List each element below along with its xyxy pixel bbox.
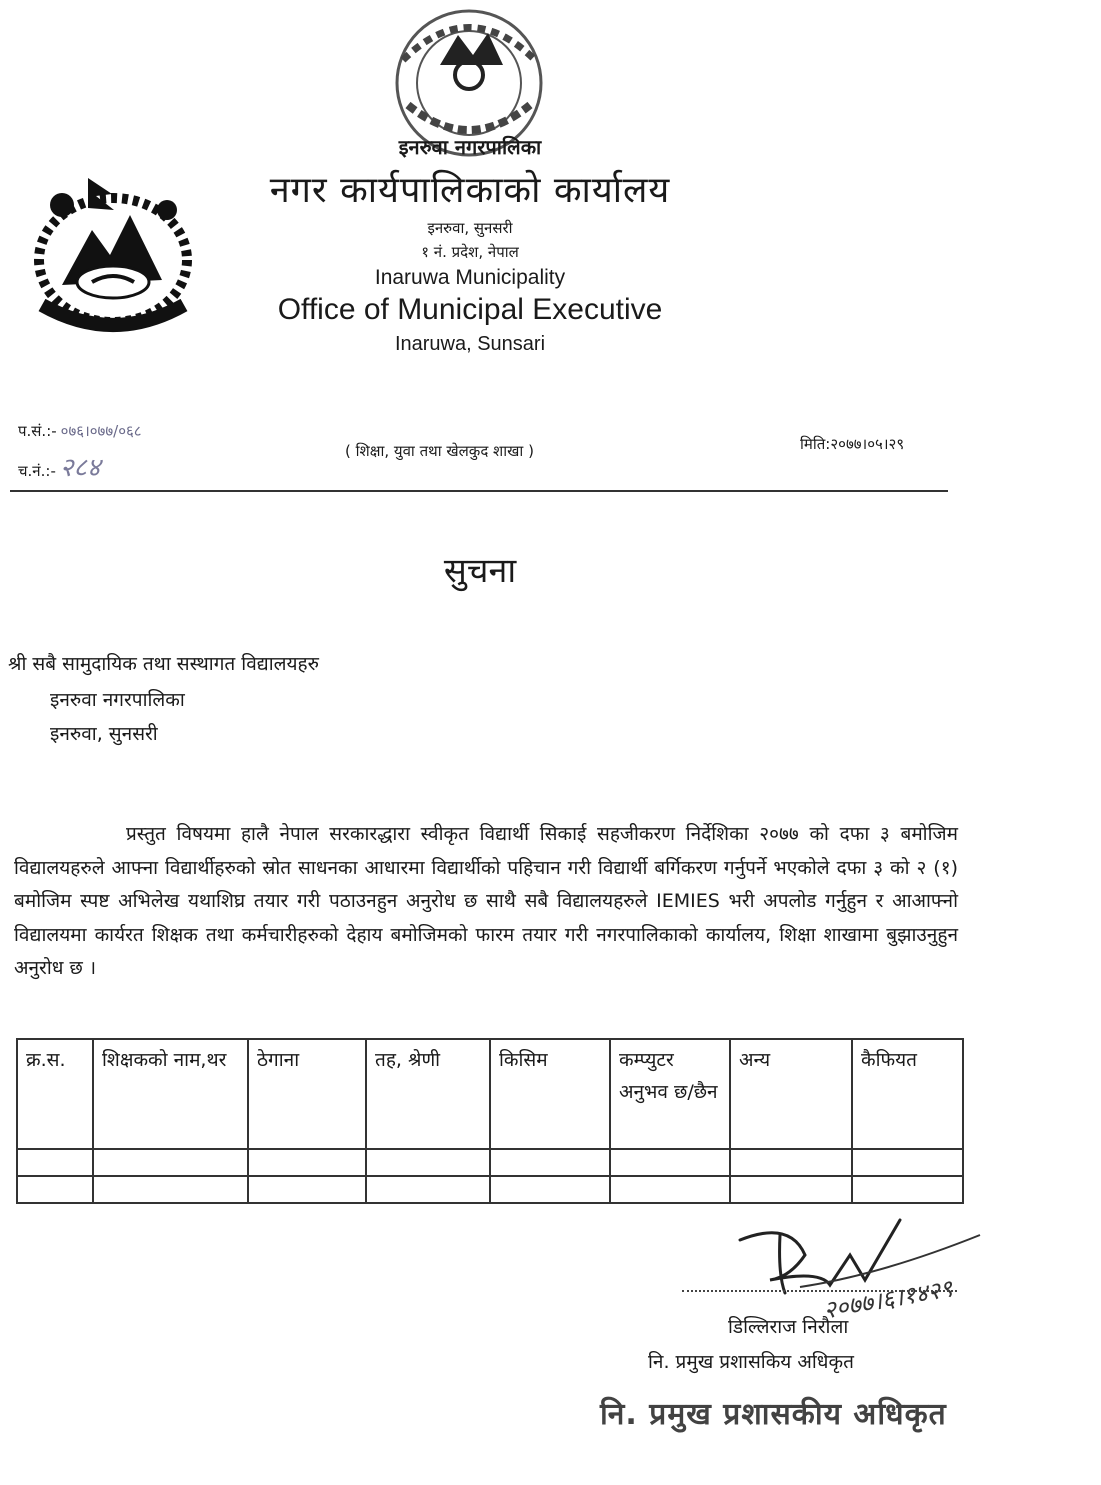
col-teacher-name: शिक्षकको नाम,थर [93, 1039, 248, 1149]
municipality-name-np: इनरुवा नगरपालिका [398, 135, 542, 159]
addressee-line-2: इनरुवा नगरपालिका [50, 689, 185, 711]
official-stamp-text: नि. प्रमुख प्रशासकीय अधिकृत [600, 1397, 947, 1432]
col-level-grade: तह, श्रेणी [366, 1039, 490, 1149]
col-computer-experience: कम्प्युटर अनुभव छ/छैन [610, 1039, 730, 1149]
branch-name: ( शिक्षा, युवा तथा खेलकुद शाखा ) [345, 442, 534, 460]
table-cell [248, 1149, 366, 1176]
table-header-row [17, 1039, 963, 1149]
col-type: किसिम [490, 1039, 610, 1149]
ps-label: प.सं.:- [18, 422, 57, 440]
table-cell [248, 1176, 366, 1203]
municipality-name-en: Inaruwa Municipality [374, 266, 566, 289]
handwritten-date: २०७७।६।१४२९ [821, 1274, 955, 1325]
table-cell [93, 1176, 248, 1203]
table-cell [93, 1149, 248, 1176]
teacher-form-table [16, 1038, 964, 1204]
ps-reference [18, 421, 142, 441]
col-address: ठेगाना [248, 1039, 366, 1149]
header-divider [10, 490, 948, 492]
office-name-np: नगर कार्यपालिकाको कार्यालय [269, 170, 671, 211]
table-row [17, 1149, 963, 1176]
signatory-name: डिल्लिराज निरौला [728, 1316, 849, 1338]
table-cell [852, 1149, 963, 1176]
address-np-line-2: १ नं. प्रदेश, नेपाल [421, 243, 519, 261]
ps-value: ०७६।०७७/०६८ [60, 422, 142, 440]
address-np-line-1: इनरुवा, सुनसरी [427, 219, 513, 237]
table-cell [730, 1176, 852, 1203]
table-cell [366, 1149, 490, 1176]
col-remarks: कैफियत [852, 1039, 963, 1149]
table-cell [730, 1149, 852, 1176]
cn-reference [18, 448, 100, 484]
office-name-en: Office of Municipal Executive [277, 293, 663, 326]
address-en: Inaruwa, Sunsari [394, 333, 546, 355]
col-other: अन्य [730, 1039, 852, 1149]
letter-date: मिति:२०७७।०५।२९ [800, 435, 905, 453]
addressee-line-1: श्री सबै सामुदायिक तथा सस्थागत विद्यालयहरु [8, 653, 319, 675]
table-cell [490, 1176, 610, 1203]
table-cell [366, 1176, 490, 1203]
table-cell [17, 1149, 93, 1176]
table-cell [852, 1176, 963, 1203]
notice-body: प्रस्तुत विषयमा हालै नेपाल सरकारद्धारा स्वीकृत विद्यार्थी सिकाई सहजीकरण निर्देशिका २०७७ को दफा ३ बमोजिम विद्यालयहरुले आफ्ना विद्यार्थीहरुको स्रोत साधनका आधारमा विद्यार्थीको पहिचान गरी विद्यार्थी बर्गिकरण गर्नुपर्ने भएकोले दफा ३ को २ (१) बमोजिम स्पष्ट अभिलेख यथाशिघ्र तयार गरी पठाउनहुन अनुरोध छ साथै सबै विद्यालयहरुले IEMIES भरी अपलोड गर्नुहुन र आआफ्नो विद्यालयमा कार्यरत शिक्षक तथा कर्मचारीहरुको देहाय बमोजिमको फारम तयार गरी नगरपालिकाको कार्यालय, शिक्षा शाखामा बुझाउनुहुन अनुरोध छ । [14, 823, 958, 979]
addressee-line-3: इनरुवा, सुनसरी [50, 723, 158, 745]
signature-line [682, 1290, 957, 1292]
table-row [17, 1176, 963, 1203]
notice-title: सुचना [443, 551, 517, 591]
table-cell [490, 1149, 610, 1176]
cn-label: च.नं.:- [18, 462, 56, 480]
handwritten-signature [730, 1215, 1000, 1325]
col-serial: क्र.स. [17, 1039, 93, 1149]
table-cell [610, 1176, 730, 1203]
table-cell [610, 1149, 730, 1176]
cn-value: २८४ [59, 453, 101, 483]
signatory-title: नि. प्रमुख प्रशासकिय अधिकृत [648, 1351, 854, 1373]
table-cell [17, 1176, 93, 1203]
